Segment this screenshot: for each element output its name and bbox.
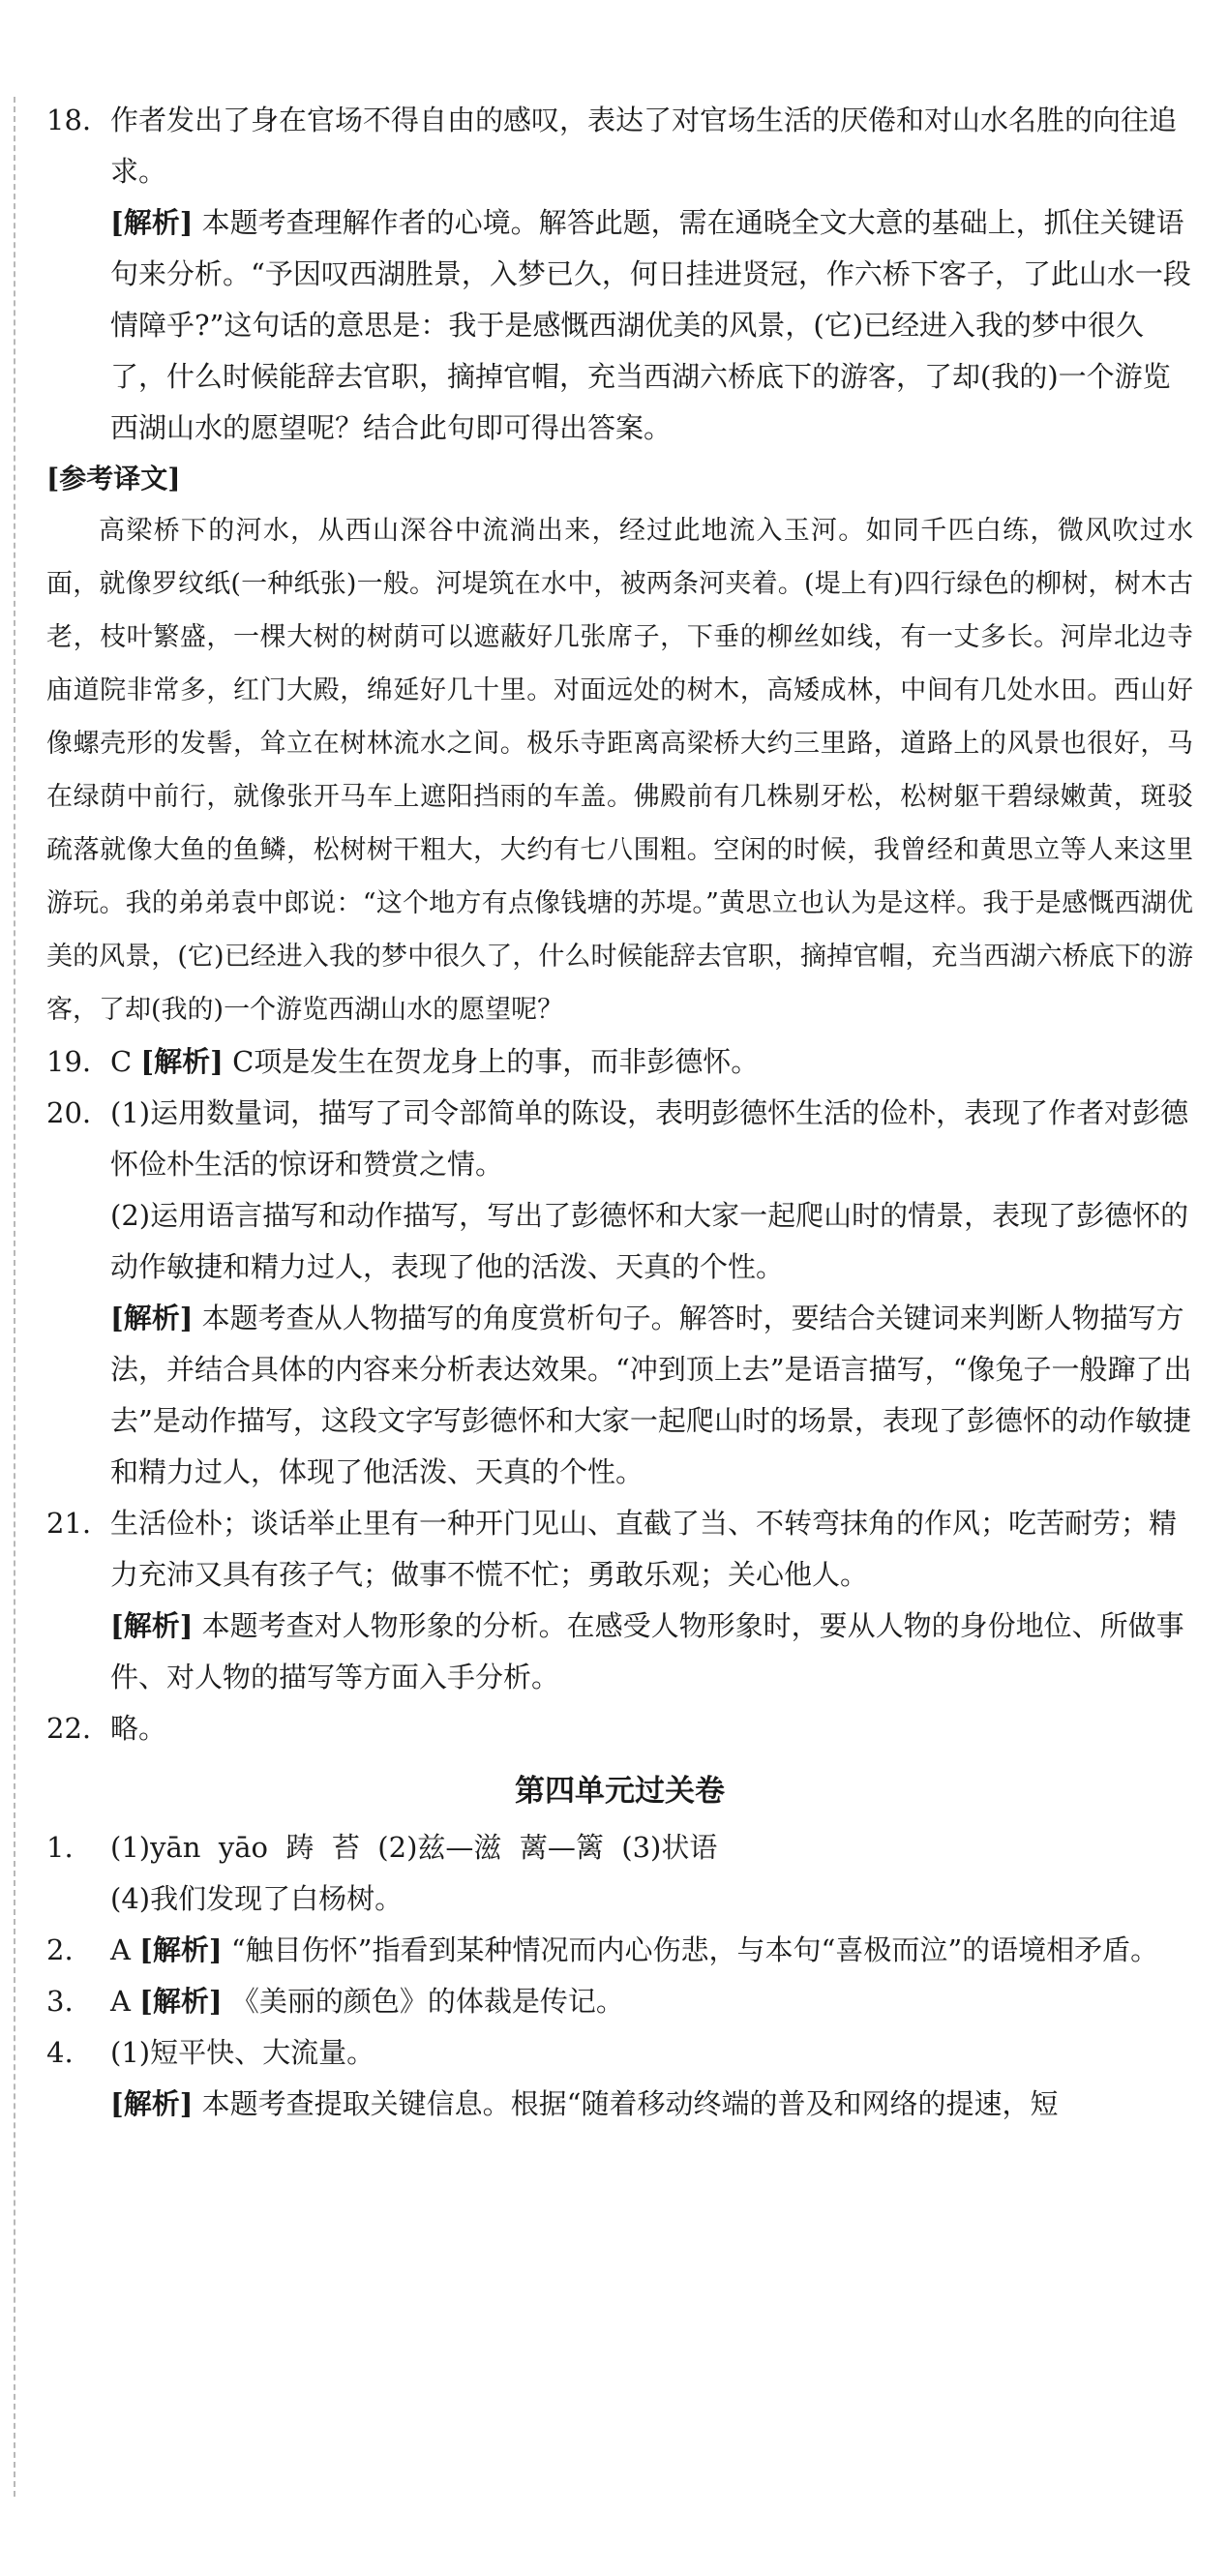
q21-analysis-tag: [解析]	[110, 1609, 194, 1642]
q20-number: 20.	[46, 1096, 92, 1129]
q21-number: 21.	[46, 1507, 92, 1540]
s4-analysis-text: 本题考查提取关键信息。根据“随着移动终端的普及和网络的提速，短	[201, 2087, 1059, 2120]
s4-answer-text: (1)短平快、大流量。	[110, 2036, 375, 2069]
q20-part2: (2)运用语言描写和动作描写，写出了彭德怀和大家一起爬山时的情景，表现了彭德怀的动作敏捷和精力过人，表现了他的活泼、天真的个性。	[110, 1199, 1189, 1283]
s1-answer	[46, 1822, 1193, 1873]
q20-analysis	[46, 1293, 1193, 1498]
q21-answer	[46, 1498, 1193, 1601]
binding-edge-line	[14, 97, 15, 2497]
s3-answer-choice: A	[110, 1985, 131, 2018]
s1-line1: (1)yān yāo 踌 苔 (2)兹—滋 蓠—篱 (3)状语	[110, 1831, 718, 1864]
s2-analysis-text: “触目伤怀”指看到某种情况而内心伤悲，与本句“喜极而泣”的语境相矛盾。	[230, 1933, 1159, 1966]
s4-analysis-tag: [解析]	[110, 2087, 194, 2120]
q19-number: 19.	[46, 1045, 92, 1078]
s3-answer	[46, 1976, 1193, 2027]
q20-analysis-tag: [解析]	[110, 1302, 194, 1334]
s2-answer-choice: A	[110, 1933, 131, 1966]
q22-answer-text: 略。	[110, 1712, 167, 1745]
s3-analysis-tag: [解析]	[139, 1985, 223, 2018]
q21-answer-text: 生活俭朴；谈话举止里有一种开门见山、直截了当、不转弯抹角的作风；吃苦耐劳；精力充沛又具有孩子气；做事不慌不忙；勇敢乐观；关心他人。	[110, 1507, 1178, 1591]
q18-answer	[46, 95, 1193, 197]
q20-part1	[46, 1088, 1193, 1190]
s2-analysis-tag: [解析]	[139, 1933, 223, 1966]
q22-answer	[46, 1703, 1193, 1754]
q22-number: 22.	[46, 1712, 92, 1745]
reference-translation-heading: [参考译文]	[46, 463, 181, 494]
q21-analysis	[46, 1601, 1193, 1703]
s3-analysis-text: 《美丽的颜色》的体裁是传记。	[230, 1985, 624, 2018]
q18-number: 18.	[46, 104, 92, 136]
s1-number: 1.	[46, 1831, 74, 1864]
s4-number: 4.	[46, 2036, 74, 2069]
s2-answer	[46, 1925, 1193, 1976]
s2-number: 2.	[46, 1933, 74, 1966]
q18-analysis-tag: [解析]	[110, 206, 194, 239]
q18-analysis-text: 本题考查理解作者的心境。解答此题，需在通晓全文大意的基础上，抓住关键语句来分析。“予因叹西湖胜景，入梦已久，何日挂进贤冠，作六桥下客子，了此山水一段情障乎?”这句话的意思是：我于是感慨西湖优美的风景，(它)已经进入我的梦中很久了，什么时候能辞去官职，摘掉官帽，充当西湖六桥底下的游客，了却(我的)一个游览西湖山水的愿望呢？结合此句即可得出答案。	[110, 206, 1191, 444]
q19-analysis-text: C项是发生在贺龙身上的事，而非彭德怀。	[232, 1045, 760, 1078]
answer-content	[46, 95, 1193, 2130]
q18-answer-text: 作者发出了身在官场不得自由的感叹，表达了对官场生活的厌倦和对山水名胜的向往追求。	[110, 104, 1178, 188]
q21-analysis-text: 本题考查对人物形象的分析。在感受人物形象时，要从人物的身份地位、所做事件、对人物的描写等方面入手分析。	[110, 1609, 1184, 1693]
q19-analysis-tag: [解析]	[140, 1045, 224, 1078]
q19-answer	[46, 1036, 1193, 1088]
q20-analysis-text: 本题考查从人物描写的角度赏析句子。解答时，要结合关键词来判断人物描写方法，并结合具体的内容来分析表达效果。“冲到顶上去”是语言描写，“像兔子一般蹿了出去”是动作描写，这段文字写彭德怀和大家一起爬山时的场景，表现了彭德怀的动作敏捷和精力过人，体现了他活泼、天真的个性。	[110, 1302, 1192, 1488]
s4-analysis	[46, 2079, 1193, 2130]
q20-part1-text: (1)运用数量词，描写了司令部简单的陈设，表明彭德怀生活的俭朴，表现了作者对彭德怀俭朴生活的惊讶和赞赏之情。	[110, 1096, 1189, 1181]
q18-analysis	[46, 197, 1193, 454]
s3-number: 3.	[46, 1985, 74, 2018]
s1-line2: (4)我们发现了白杨树。	[110, 1882, 404, 1915]
q19-answer-choice: C	[110, 1045, 133, 1078]
reference-translation-text: 高梁桥下的河水，从西山深谷中流淌出来，经过此地流入玉河。如同千匹白练，微风吹过水面，就像罗纹纸(一种纸张)一般。河堤筑在水中，被两条河夹着。(堤上有)四行绿色的柳树，树木古老，枝叶繁盛，一棵大树的树荫可以遮蔽好几张席子，下垂的柳丝如线，有一丈多长。河岸北边寺庙道院非常多，红门大殿，绵延好几十里。对面远处的树木，高矮成林，中间有几处水田。西山好像螺壳形的发髻，耸立在树林流水之间。极乐寺距离高梁桥大约三里路，道路上的风景也很好，马在绿荫中前行，就像张开马车上遮阳挡雨的车盖。佛殿前有几株剔牙松，松树躯干碧绿嫩黄，斑驳疏落就像大鱼的鱼鳞，松树树干粗大，大约有七八围粗。空闲的时候，我曾经和黄思立等人来这里游玩。我的弟弟袁中郎说：“这个地方有点像钱塘的苏堤。”黄思立也认为是这样。我于是感慨西湖优美的风景，(它)已经进入我的梦中很久了，什么时候能辞去官职，摘掉官帽，充当西湖六桥底下的游客，了却(我的)一个游览西湖山水的愿望呢？	[46, 516, 1193, 1025]
section-title: 第四单元过关卷	[515, 1774, 725, 1809]
s4-answer	[46, 2027, 1193, 2079]
